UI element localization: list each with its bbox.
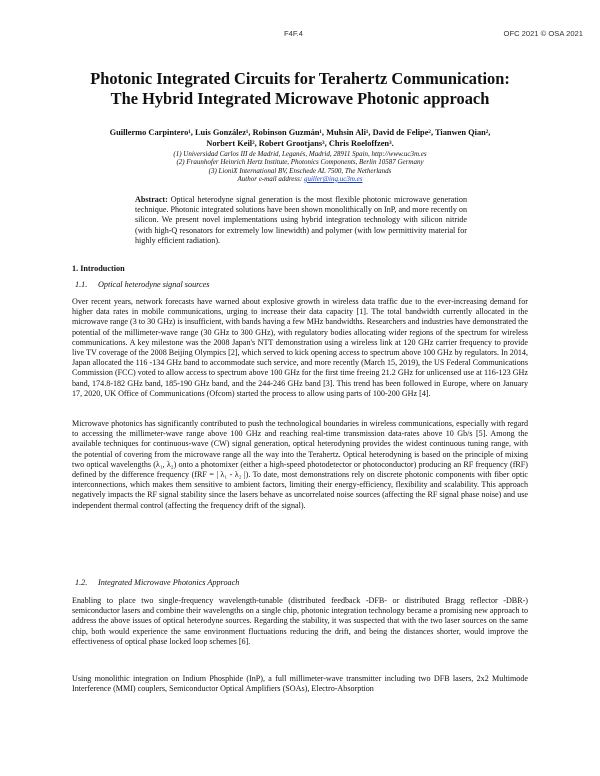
abstract-text: Optical heterodyne signal generation is the most flexible photonic microwave generation technique. Photonic integrated solutions have been shown monolithically on InP, and more recently on silicon. We present novel implementations using hybrid integration technology with silicon nitride (with high-Q resonators for extremely low linewidth) and polymer (with low permittivity material for highly efficient radiation).	[135, 195, 467, 245]
email-label: Author e-mail address:	[237, 174, 304, 183]
author-email-line	[60, 175, 540, 183]
paragraph-3: Enabling to place two single-frequency wavelength-tunable (distributed feedback -DFB- or distributed Bragg reflector -DBR-) semiconductor lasers and combine their wavelengths on a single chip, photonic integration technology became a promising new approach to address the above issues of optical heterodyne sources. Regarding the stability, it was suspected that with the two laser sources on the same chip, both would experience the same environment fluctuations reducing the drift, and being the distances shorter, would improve the effectiveness of optical phase locked loop schemes [6].	[72, 596, 528, 646]
paper-id: F4F.4	[284, 29, 303, 38]
subsection-number: 1.1.	[75, 280, 88, 289]
paragraph-2: Microwave photonics has significantly contributed to push the technological boundaries in wireless communications, especially with regard to accessing the millimeter-wave range above 100 GHz and reaching real-time transmission data-rates above 10 Gb/s [5]. Among the available techniques for continuous-wave (CW) signal generation, optical heterodyning provides the widest continuous tuning range, with the potential of covering from the microwave range all the way into the Terahertz. Optical heterodyning is based on the principle of mixing two optical wavelengths (λ₁, λ₂) onto a photomixer (either a high-speed photodetector or photoconductor) producing an RF frequency (fRF) defined by the difference frequency (fRF = | λ₁ - λ₂ |). To date, most demonstrations rely on discrete photonic components with fiber optic interconnections, which makes them sensitive to ambient factors, limiting their energy-efficiency, flexibility and scalability. This approach negatively impacts the RF signal stability since the lasers behave as uncorrelated noise sources (affecting the RF signal phase noise) and use independent thermal control (affecting the frequency drift of the signal).	[72, 419, 528, 510]
section-heading-introduction: 1. Introduction	[72, 264, 125, 273]
affiliation-2: (2) Fraunhofer Heinrich Hertz Institute, Photonics Components, Berlin 10587 Germany	[176, 158, 424, 167]
author-list	[60, 127, 540, 149]
paragraph-1: Over recent years, network forecasts have warned about explosive growth in wireless data traffic due to the ever-increasing demand for higher data rates in mobile communications, urging to increase their data capacity [1]. The total bandwidth currently allocated in the microwave range (3 to 30 GHz) is insufficient, with bands having a few MHz bandwidths. Researchers and industries have demonstrated the potential of the millimeter-wave range (30 GHz to 300 GHz), with regulatory bodies allocating wider regions of the spectrum for wireless communications. A key milestone was the 2008 Japan's NTT demonstration using a wireless link at 120 GHz carrier frequency to provide live TV coverage of the 2008 Beijing Olympics [2], which served to kick opening access to spectrum above 100 GHz by regulators. In 2014, Japan allocated the 116 -134 GHz band to accommodate such service, and more recently (March 15, 2019), the US Federal Communications Commission (FCC) voted to allow access to spectrum above 100 GHz for the first time freeing 21.2 GHz for unlicensed use at 116-123 GHz band, 174.8-182 GHz band, 185-190 GHz band, and the 244-246 GHz band [3]. This trend has been followed in Europe, where on January 17, 2020, UK Office of Communications (Ofcom) started the process to allow using parts of 100-200 GHz [4].	[72, 297, 528, 398]
affiliation-3: (3) LioniX International BV, Enschede AL 7500, The Netherlands	[208, 166, 392, 175]
subsection-title: Optical heterodyne signal sources	[98, 280, 210, 289]
abstract-label: Abstract:	[135, 195, 168, 204]
email-link[interactable]: guiller@ing.uc3m.es	[303, 174, 363, 183]
subsection-number: 1.2.	[75, 578, 88, 587]
paper-title	[30, 69, 570, 109]
subsection-title: Integrated Microwave Photonics Approach	[98, 578, 240, 587]
authors-line-1: Guillermo Carpintero¹, Luis González¹, Robinson Guzmán¹, Muhsin Ali¹, David de Felipe², Tianwen Qian²,	[109, 128, 491, 137]
running-header	[0, 29, 600, 41]
title-line-1: Photonic Integrated Circuits for Terahertz Communication:	[90, 69, 510, 88]
title-line-2: The Hybrid Integrated Microwave Photonic approach	[110, 89, 490, 108]
conference-label: OFC 2021 © OSA 2021	[503, 29, 583, 38]
subsection-heading-1-1	[75, 280, 210, 289]
affiliation-1: (1) Universidad Carlos III de Madrid, Leganés, Madrid, 28911 Spain, http://www.uc3m.es	[173, 150, 427, 158]
authors-line-2: Norbert Keil², Robert Grootjans³, Chris Roeloffzen³.	[206, 139, 394, 148]
paragraph-4: Using monolithic integration on Indium Phosphide (InP), a full millimeter-wave transmitter including two DFB lasers, 2x2 Multimode Interference (MMI) couplers, Semiconductor Optical Amplifiers (SOAs), Electro-Absorption	[72, 674, 528, 694]
affiliations	[60, 150, 540, 183]
subsection-heading-1-2	[75, 578, 239, 587]
abstract	[135, 195, 467, 246]
